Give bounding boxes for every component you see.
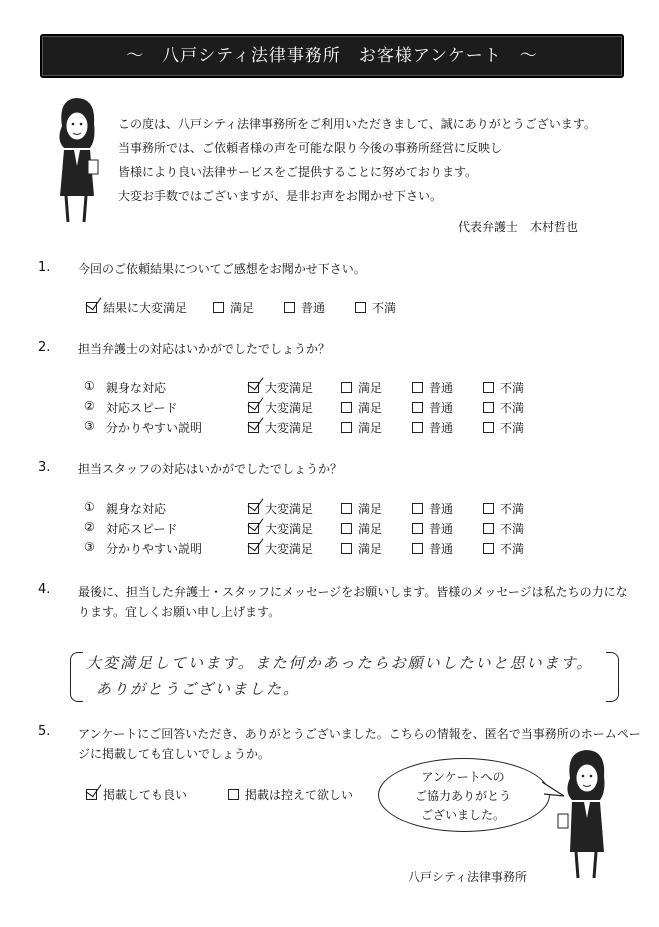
signature: 代表弁護士 木村哲也: [458, 220, 579, 234]
q3-row-1-option-3[interactable]: 不満: [483, 520, 524, 537]
q2-row-2-option-2[interactable]: 普通: [412, 419, 453, 436]
lawyer-illustration: [44, 96, 106, 228]
checkbox[interactable]: [341, 402, 352, 413]
q2-row-1-label: 対応スピード: [106, 401, 178, 415]
checkbox[interactable]: [341, 543, 352, 554]
checkbox-checked[interactable]: [248, 402, 259, 413]
q2-text: 担当弁護士の対応はいかがでしたでしょうか？: [78, 342, 331, 356]
q2-row-2-option-1[interactable]: 満足: [341, 419, 382, 436]
q3-row-2-mark: ③: [84, 540, 95, 554]
q3-row-2-option-0[interactable]: 大変満足: [248, 540, 313, 557]
checkbox[interactable]: [355, 302, 366, 313]
intro-text: [118, 112, 628, 208]
checkbox[interactable]: [483, 402, 494, 413]
checkbox[interactable]: [341, 523, 352, 534]
q2-row-2-label: 分かりやすい説明: [106, 421, 203, 435]
q2-row-1-mark: ②: [84, 399, 95, 413]
q1-number: 1.: [38, 260, 51, 275]
q2-row-0-mark: ①: [84, 379, 95, 393]
checkbox-checked[interactable]: [248, 523, 259, 534]
q3-row-2-label: 分かりやすい説明: [106, 542, 203, 556]
checkbox[interactable]: [341, 422, 352, 433]
q3-row-1-label: 対応スピード: [106, 522, 178, 536]
q3-row-2-option-2[interactable]: 普通: [412, 540, 453, 557]
q1-text: 今回のご依頼結果についてご感想をお聞かせ下さい。: [78, 262, 366, 276]
q2-row-2-option-0[interactable]: 大変満足: [248, 419, 313, 436]
q5-option-0[interactable]: 掲載しても良い: [86, 786, 187, 803]
checkbox-checked[interactable]: [248, 503, 259, 514]
q2-row-1-option-1[interactable]: 満足: [341, 399, 382, 416]
checkbox-checked[interactable]: [86, 789, 97, 800]
q3-row-0-option-1[interactable]: 満足: [341, 500, 382, 517]
q3-row-2-option-1[interactable]: 満足: [341, 540, 382, 557]
checkbox[interactable]: [341, 382, 352, 393]
q3-row-2-option-3[interactable]: 不満: [483, 540, 524, 557]
intro-line-2: 当事務所では、ご依頼者様の声を可能な限り今後の事務所経営に反映し: [118, 141, 503, 155]
q5-number: 5.: [38, 724, 51, 739]
q3-row-1-option-0[interactable]: 大変満足: [248, 520, 313, 537]
q1-option-2[interactable]: 普通: [284, 299, 325, 316]
answer-bracket-right: [606, 652, 619, 702]
q2-row-0-option-0[interactable]: 大変満足: [248, 379, 313, 396]
q3-number: 3.: [38, 460, 51, 475]
thanks-message: [378, 768, 548, 825]
q3-row-0-option-2[interactable]: 普通: [412, 500, 453, 517]
q3-row-0-option-3[interactable]: 不満: [483, 500, 524, 517]
q5-text-line-2: ジに掲載しても宜しいでしょうか。: [78, 747, 271, 761]
checkbox-checked[interactable]: [248, 422, 259, 433]
checkbox-checked[interactable]: [248, 382, 259, 393]
q3-text: 担当スタッフの対応はいかがでしたでしょうか？: [78, 462, 343, 476]
q2-row-1-option-3[interactable]: 不満: [483, 399, 524, 416]
checkbox[interactable]: [412, 402, 423, 413]
q1-option-1[interactable]: 満足: [213, 299, 254, 316]
q1-option-0[interactable]: 結果に大変満足: [86, 299, 187, 316]
page-title: ～ 八戸シティ法律事務所 お客様アンケート ～: [126, 46, 538, 66]
intro-line-3: 皆様により良い法律サービスをご提供することに努めております。: [118, 165, 478, 179]
checkbox[interactable]: [341, 503, 352, 514]
q3-row-0-label: 親身な対応: [106, 502, 167, 516]
q4-answer-line-1[interactable]: 大変満足しています。また何かあったらお願いしたいと思います。: [86, 654, 594, 672]
q3-row-0-mark: ①: [84, 500, 95, 514]
q4-answer-line-2[interactable]: ありがとうございました。: [96, 680, 301, 698]
intro-line-1: この度は、八戸シティ法律事務所をご利用いただきまして、誠にありがとうございます。: [118, 117, 596, 131]
q2-row-0-label: 親身な対応: [106, 381, 167, 395]
answer-bracket-left: [70, 652, 83, 702]
q5-text-line-1: アンケートにご回答いただき、ありがとうございました。こちらの情報を、匿名で当事務所のホームペー: [78, 727, 641, 741]
q2-row-1-option-2[interactable]: 普通: [412, 399, 453, 416]
q5-option-1[interactable]: 掲載は控えて欲しい: [228, 786, 353, 803]
checkbox[interactable]: [213, 302, 224, 313]
checkbox[interactable]: [483, 543, 494, 554]
q3-row-1-option-1[interactable]: 満足: [341, 520, 382, 537]
q2-row-0-option-3[interactable]: 不満: [483, 379, 524, 396]
intro-line-4: 大変お手数ではございますが、是非お声をお聞かせ下さい。: [118, 189, 443, 203]
checkbox-checked[interactable]: [86, 302, 97, 313]
checkbox[interactable]: [483, 422, 494, 433]
checkbox[interactable]: [483, 503, 494, 514]
checkbox-checked[interactable]: [248, 543, 259, 554]
q4-text: [78, 582, 628, 622]
checkbox[interactable]: [483, 382, 494, 393]
checkbox[interactable]: [412, 422, 423, 433]
checkbox[interactable]: [412, 503, 423, 514]
checkbox[interactable]: [284, 302, 295, 313]
checkbox[interactable]: [412, 543, 423, 554]
q2-row-2-mark: ③: [84, 419, 95, 433]
q4-text-line-1: 最後に、担当した弁護士・スタッフにメッセージをお願いします。皆様のメッセージは私たちの力にな: [78, 585, 628, 599]
q2-row-0-option-2[interactable]: 普通: [412, 379, 453, 396]
checkbox[interactable]: [228, 789, 239, 800]
thanks-line-2: ご協力ありがとう: [414, 789, 511, 803]
checkbox[interactable]: [412, 523, 423, 534]
thanks-line-3: ございました。: [420, 808, 505, 822]
title-banner: [40, 34, 624, 78]
q2-row-2-option-3[interactable]: 不満: [483, 419, 524, 436]
checkbox[interactable]: [412, 382, 423, 393]
office-name: 八戸シティ法律事務所: [408, 870, 528, 884]
q4-number: 4.: [38, 582, 51, 597]
q4-text-line-2: ります。宜しくお願い申し上げます。: [78, 605, 281, 619]
lawyer-illustration-bottom: [556, 748, 618, 884]
q1-option-3[interactable]: 不満: [355, 299, 396, 316]
q2-row-0-option-1[interactable]: 満足: [341, 379, 382, 396]
q3-row-1-mark: ②: [84, 520, 95, 534]
thanks-line-1: アンケートへの: [421, 770, 505, 784]
q2-number: 2.: [38, 340, 51, 355]
checkbox[interactable]: [483, 523, 494, 534]
q3-row-1-option-2[interactable]: 普通: [412, 520, 453, 537]
q3-row-0-option-0[interactable]: 大変満足: [248, 500, 313, 517]
q2-row-1-option-0[interactable]: 大変満足: [248, 399, 313, 416]
